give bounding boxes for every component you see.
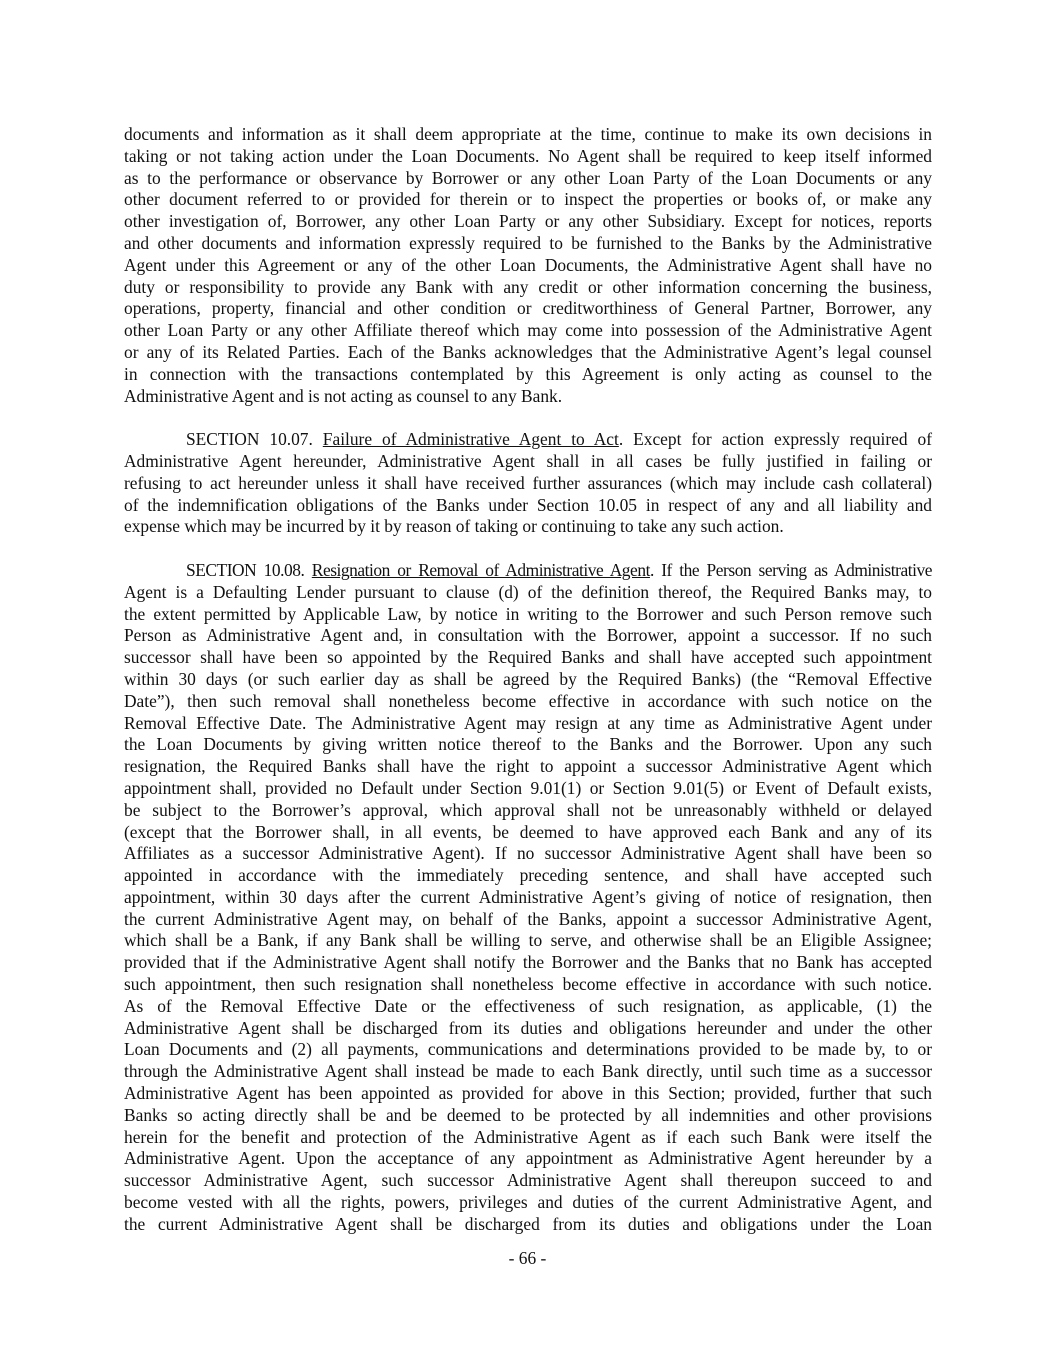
section-heading: Failure of Administrative Agent to Act xyxy=(322,429,619,450)
text-line: other document referred to or provided for therein or to inspect the properties or books of, or make any xyxy=(124,189,932,210)
text-line: other investigation of, Borrower, any other Loan Party or any other Subsidiary. Except for notices, reports xyxy=(124,211,932,232)
text-line: appointment shall, provided no Default under Section 9.01(1) or Section 9.01(5) or Event of Default exists, xyxy=(124,777,932,798)
text-line: documents and information as it shall deem appropriate at the time, continue to make its own decisions in xyxy=(124,124,932,144)
section-paragraph xyxy=(124,560,932,1236)
text-line: resignation, the Required Banks shall have the right to appoint a successor Administrative Agent which xyxy=(124,756,932,777)
text-line: of the indemnification obligations of the Banks under Section 10.05 in respect of any and all liability and xyxy=(124,494,932,515)
text-line: or any of its Related Parties. Each of the Banks acknowledges that the Administrative Agent’s legal counsel xyxy=(124,341,932,362)
text-line: Agent is a Defaulting Lender pursuant to clause (d) of the definition thereof, the Required Banks may, to xyxy=(124,581,932,602)
text-line: Administrative Agent hereunder, Administrative Agent shall in all cases be fully justified in failing or xyxy=(124,450,932,471)
text-line: Loan Documents and (2) all payments, communications and determinations provided to be made by, to or xyxy=(124,1039,932,1060)
text-line: within 30 days (or such earlier day as shall be agreed by the Required Banks) (the “Removal Effective xyxy=(124,668,932,689)
text-line: taking or not taking action under the Loan Documents. No Agent shall be required to keep itself informed xyxy=(124,145,932,166)
section-paragraph xyxy=(124,429,932,538)
text-line: the current Administrative Agent may, on behalf of the Banks, appoint a successor Administrative Agent, xyxy=(124,908,932,929)
text-line: the current Administrative Agent shall be discharged from its duties and obligations under the Loan xyxy=(124,1213,932,1234)
text-line: Administrative Agent and is not acting as counsel to any Bank. xyxy=(124,385,563,406)
text-line: Agent under this Agreement or any of the other Loan Documents, the Administrative Agent shall have no xyxy=(124,254,932,275)
text-line: successor shall have been so appointed by the Required Banks and shall have accepted such appointment xyxy=(124,647,932,668)
document-body xyxy=(124,124,932,1257)
section-first-line xyxy=(124,429,932,451)
text-line: other Loan Party or any other Affiliate thereof which may come into possession of the Administrative Agent xyxy=(124,320,932,341)
text-line: and other documents and information expressly required to be furnished to the Banks by the Administrative xyxy=(124,232,932,253)
text-line: duty or responsibility to provide any Bank with any credit or other information concerning the business, xyxy=(124,276,932,297)
text-line: operations, property, financial and other condition or creditworthiness of General Partner, Borrower, any xyxy=(124,298,932,319)
text-line: refusing to act hereunder unless it shall have received further assurances (which may include cash collateral) xyxy=(124,472,932,493)
text-line: herein for the benefit and protection of the Administrative Agent as if each such Bank were itself the xyxy=(124,1126,932,1147)
text-line: as to the performance or observance by Borrower or any other Loan Party of the Loan Documents or any xyxy=(124,167,932,188)
text-line: Banks so acting directly shall be and be deemed to be protected by all indemnities and other provisions xyxy=(124,1104,932,1125)
text-line: appointment, within 30 days after the current Administrative Agent’s giving of notice of resignation, then xyxy=(124,886,932,907)
section-first-line xyxy=(124,560,932,582)
text-line: through the Administrative Agent shall instead be made to each Bank directly, until such time as a successor xyxy=(124,1061,932,1082)
text-line: (except that the Borrower shall, in all events, be deemed to have approved each Bank and any of its xyxy=(124,821,932,842)
text-line: Removal Effective Date. The Administrative Agent may resign at any time as Administrative Agent under xyxy=(124,712,932,733)
text-line: Person as Administrative Agent and, in consultation with the Borrower, appoint a successor. If no such xyxy=(124,625,932,646)
paragraph-continued xyxy=(124,124,932,407)
text-line: Affiliates as a successor Administrative Agent). If no successor Administrative Agent shall have been so xyxy=(124,843,932,864)
text-line: As of the Removal Effective Date or the effectiveness of such resignation, as applicable, (1) the xyxy=(124,995,932,1016)
text-line: successor Administrative Agent, such successor Administrative Agent shall thereupon succeed to and xyxy=(124,1170,932,1191)
section-number: SECTION 10.08. xyxy=(186,559,312,580)
section-text: . If the Person serving as Administrative xyxy=(649,559,932,580)
text-line: the extent permitted by Applicable Law, by notice in writing to the Borrower and such Person remove such xyxy=(124,603,932,624)
text-line: become vested with all the rights, powers, privileges and duties of the current Administrative Agent, and xyxy=(124,1192,932,1213)
text-line: provided that if the Administrative Agent shall notify the Borrower and the Banks that no Bank has accepted xyxy=(124,952,932,973)
text-line: such appointment, then such resignation shall nonetheless become effective in accordance with such notice. xyxy=(124,974,932,995)
text-line: the Loan Documents by giving written notice thereof to the Banks and the Borrower. Upon any such xyxy=(124,734,932,755)
text-line: appointed in accordance with the immediately preceding sentence, and shall have accepted such xyxy=(124,865,932,886)
text-line: which shall be a Bank, if any Bank shall be willing to serve, and otherwise shall be an Eligible Assignee; xyxy=(124,930,932,951)
section-text: . Except for action expressly required of xyxy=(618,429,932,450)
text-line: Date”), then such removal shall nonetheless become effective in accordance with such notice on the xyxy=(124,690,932,711)
page-number: - 66 - xyxy=(508,1248,547,1268)
section-heading: Resignation or Removal of Administrative Agent xyxy=(311,559,650,580)
text-line: in connection with the transactions contemplated by this Agreement is only acting as counsel to the xyxy=(124,363,932,384)
text-line: Administrative Agent has been appointed as provided for above in this Section; provided, further that such xyxy=(124,1083,932,1104)
text-line: Administrative Agent shall be discharged from its duties and obligations hereunder and under the other xyxy=(124,1017,932,1038)
text-line: be subject to the Borrower’s approval, which approval shall not be unreasonably withheld or delayed xyxy=(124,799,932,820)
text-line: expense which may be incurred by it by reason of taking or continuing to take any such action. xyxy=(124,516,784,537)
section-number: SECTION 10.07. xyxy=(186,429,323,450)
text-line: Administrative Agent. Upon the acceptance of any appointment as Administrative Agent hereunder by a xyxy=(124,1148,932,1169)
